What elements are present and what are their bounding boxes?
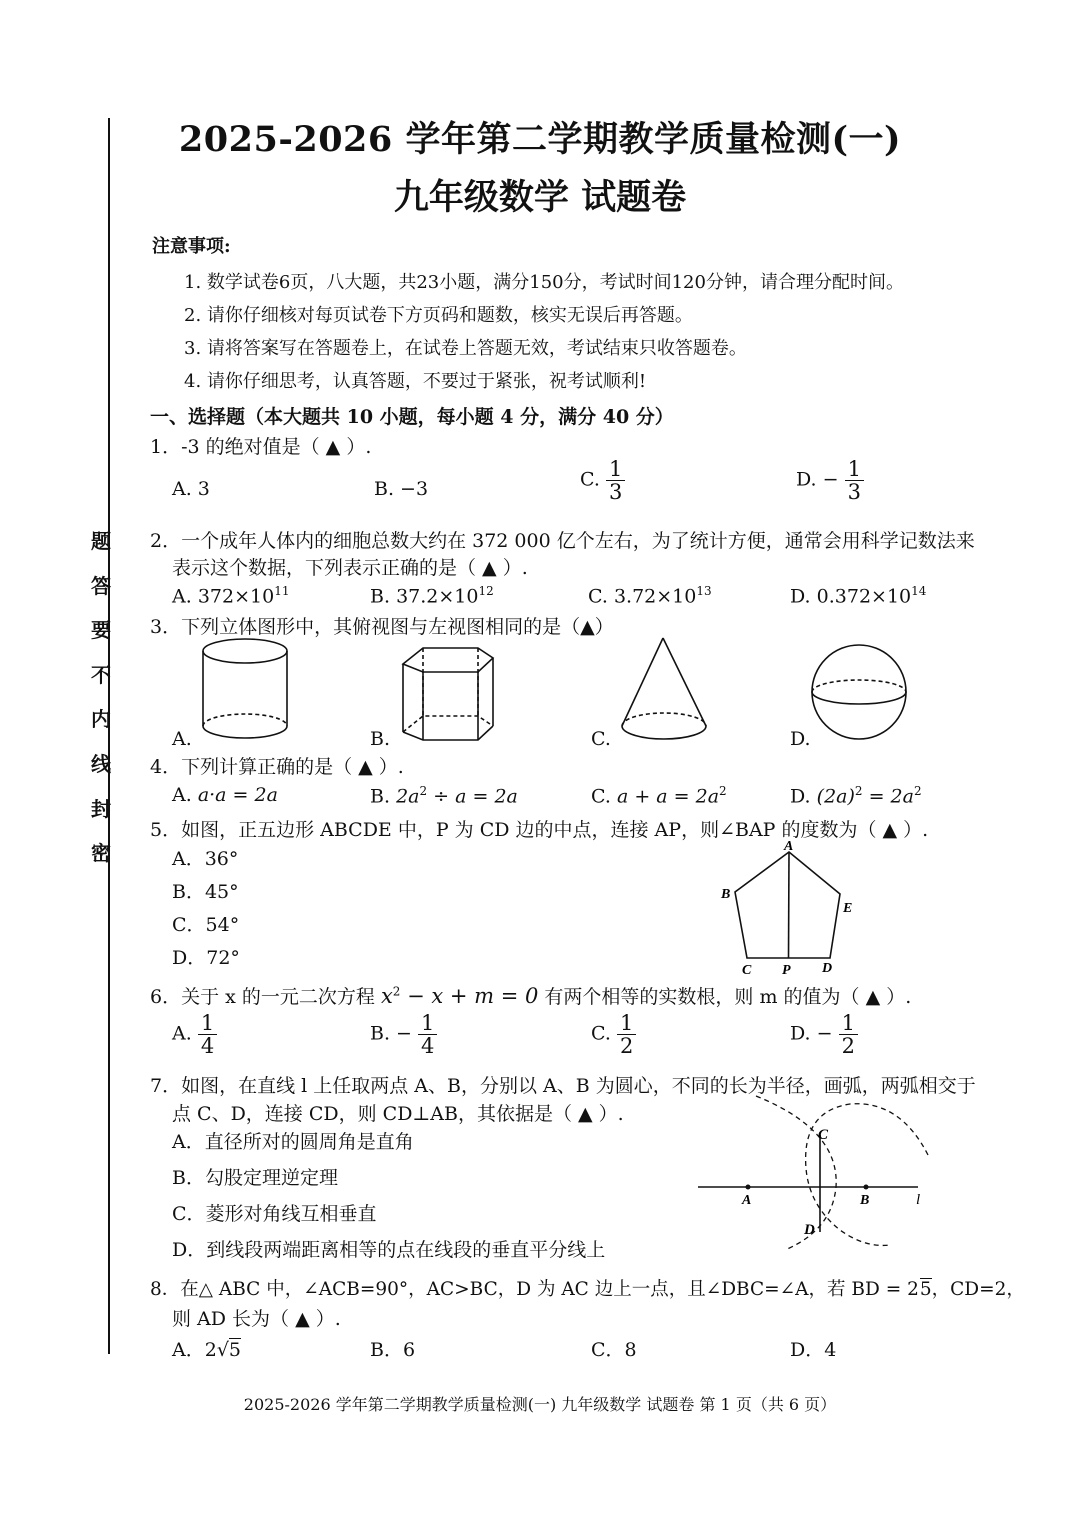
- seal-char: 答: [91, 573, 111, 598]
- page-footer: 2025-2026 学年第二学期教学质量检测(一) 九年级数学 试题卷 第 1 页（共 6 页）: [243, 1395, 837, 1414]
- exam-subtitle: 九年级数学 试题卷: [393, 177, 687, 218]
- q4-option-c: C. $a + a = 2a^2$: [591, 784, 727, 808]
- q4-option-b: B. $2a^2 \div a = 2a$: [370, 784, 518, 808]
- q5-option-d: D．72°: [172, 947, 240, 969]
- q7-option-d: D．到线段两端距离相等的点在线段的垂直平分线上: [172, 1239, 606, 1261]
- q4-option-a: A. a·a = 2a: [172, 784, 278, 806]
- q1-option-c: [580, 458, 625, 503]
- q3-option-c: C.: [591, 728, 611, 750]
- hexagonal-prism-figure: [403, 648, 493, 740]
- q6-option-a: A. $\frac{1}{4}$: [172, 1012, 217, 1057]
- q2-option-a: A. $372\times 10^{11}$: [172, 584, 290, 608]
- q2-option-b: B. $37.2\times 10^{12}$: [370, 584, 494, 608]
- q1-option-d: [796, 458, 864, 503]
- seal-char: 不: [91, 662, 111, 687]
- question-7-stem-line1: 7．如图，在直线 l 上任取两点 A、B，分别以 A、B 为圆心，不同的长为半径，画弧，两弧相交于: [150, 1075, 976, 1097]
- point-p-label: P: [782, 963, 791, 978]
- q6-d-fraction: $\frac{1}{2}$: [839, 1012, 858, 1057]
- q7-option-a: A．直径所对的圆周角是直角: [172, 1131, 414, 1153]
- seal-char: 线: [91, 751, 111, 776]
- question-2-stem-line1: 2．一个成年人体内的细胞总数大约在 372 000 亿个左右，为了统计方便，通常会用科学记数法来: [150, 530, 975, 552]
- cylinder-figure: [203, 639, 287, 738]
- line-l-label: l: [916, 1192, 921, 1208]
- seal-char: 题: [91, 529, 111, 553]
- q2-option-c: C. $3.72\times 10^{13}$: [588, 584, 712, 608]
- seal-text: [86, 525, 116, 882]
- question-7-stem-line2: 点 C、D，连接 CD，则 CD⊥AB，其依据是（ ▲ ）.: [172, 1103, 624, 1125]
- q5-option-b: B．45°: [172, 881, 239, 903]
- notice-item: 1. 数学试卷6页，八大题，共23小题，满分150分，考试时间120分钟，请合理分配时间。: [184, 272, 904, 293]
- question-4-stem: 4．下列计算正确的是（ ▲ ）.: [150, 756, 404, 778]
- arc-centered-b: [806, 1104, 928, 1246]
- section-heading: 一、选择题（本大题共 10 小题，每小题 4 分，满分 40 分）: [150, 406, 674, 428]
- pentagon-figure: [710, 836, 870, 978]
- question-5-stem: 5．如图，正五边形 ABCDE 中，P 为 CD 边的中点，连接 AP，则∠BAP 的度数为（ ▲ ）.: [150, 819, 929, 841]
- q8-option-c: C．8: [591, 1339, 637, 1361]
- q1-c-fraction: $\frac{1}{3}$: [606, 458, 625, 503]
- q6-a-fraction: $\frac{1}{4}$: [198, 1012, 217, 1057]
- question-8-stem-line1: 8．在△ ABC 中，∠ACB=90°，AC>BC，D 为 AC 边上一点，且∠DBC=∠A，若 BD = 25，CD=2，: [150, 1279, 1025, 1300]
- q6-c-fraction: $\frac{1}{2}$: [617, 1012, 636, 1057]
- q1-d-fraction: $\frac{1}{3}$: [845, 458, 864, 503]
- cone-figure: [622, 638, 706, 739]
- point-b-label: B: [860, 1193, 870, 1208]
- question-2-stem-line2: 表示这个数据，下列表示正确的是（ ▲ ）.: [172, 557, 528, 579]
- point-d-label: D: [822, 961, 833, 976]
- q1-option-b: B. −3: [374, 478, 429, 500]
- notice-item: 2. 请你仔细核对每页试卷下方页码和题数，核实无误后再答题。: [184, 305, 693, 326]
- notice-item: 3. 请将答案写在答题卷上，在试卷上答题无效，考试结束只收答题卷。: [184, 338, 747, 359]
- point-a: [746, 1185, 751, 1190]
- pentagon-shape: [735, 852, 840, 958]
- q1-d-label: D. −: [796, 468, 839, 491]
- q7-option-c: C．菱形对角线互相垂直: [172, 1203, 377, 1225]
- q7-option-b: B．勾股定理逆定理: [172, 1167, 338, 1189]
- point-a-label: A: [784, 839, 794, 854]
- point-e-label: E: [843, 901, 853, 916]
- q3-option-d: D.: [790, 728, 811, 750]
- exam-title: 2025-2026 学年第二学期教学质量检测(一): [178, 119, 902, 160]
- q3-option-a: A.: [172, 728, 192, 750]
- question-6-stem: 6．关于 x 的一元二次方程 $x^2 - x + m = 0$ 有两个相等的实数根，则 m 的值为（ ▲ ）.: [150, 984, 912, 1008]
- q1-c-label: C.: [580, 468, 600, 491]
- question-3-stem: 3．下列立体图形中，其俯视图与左视图相同的是（▲）: [150, 616, 614, 638]
- q3-solids-figure: [160, 634, 1000, 754]
- seal-char: 密: [91, 841, 111, 866]
- q6-option-b: B. − $\frac{1}{4}$: [370, 1012, 437, 1057]
- point-d-label: D: [804, 1222, 815, 1238]
- arc-centered-a: [756, 1096, 836, 1250]
- notice-item: 4. 请你仔细思考，认真答题，不要过于紧张，祝考试顺利!: [184, 371, 647, 392]
- notice-heading: 注意事项:: [152, 236, 231, 257]
- point-b: [864, 1185, 869, 1190]
- point-a-label: A: [742, 1193, 752, 1208]
- q6-option-d: D. − $\frac{1}{2}$: [790, 1012, 858, 1057]
- q8-option-b: B．6: [370, 1339, 416, 1361]
- q5-option-a: A．36°: [172, 848, 239, 870]
- q8-option-a: A．2√5: [172, 1339, 242, 1361]
- q6-b-fraction: $\frac{1}{4}$: [418, 1012, 437, 1057]
- sphere-figure: [812, 645, 906, 739]
- point-c-label: C: [742, 963, 752, 978]
- q8-option-d: D．4: [790, 1339, 837, 1361]
- point-b-label: B: [721, 887, 731, 902]
- q1-option-a: A. 3: [172, 478, 210, 500]
- question-1-stem: 1．-3 的绝对值是（ ▲ ）.: [150, 436, 372, 458]
- seal-char: 内: [91, 707, 111, 732]
- point-c-label: C: [818, 1127, 829, 1143]
- q6-option-c: C. $\frac{1}{2}$: [591, 1012, 636, 1057]
- segment-ap: [789, 852, 790, 958]
- seal-char: 封: [91, 796, 111, 821]
- q4-option-d: D. $(2a)^2 = 2a^2$: [790, 784, 922, 808]
- question-8-stem-line2: 则 AD 长为（ ▲ ）.: [172, 1308, 341, 1330]
- q5-option-c: C．54°: [172, 914, 240, 936]
- perpendicular-bisector-figure: [690, 1090, 940, 1255]
- seal-char: 要: [91, 618, 111, 643]
- q2-option-d: D. $0.372\times 10^{14}$: [790, 584, 927, 608]
- q3-option-b: B.: [370, 728, 391, 750]
